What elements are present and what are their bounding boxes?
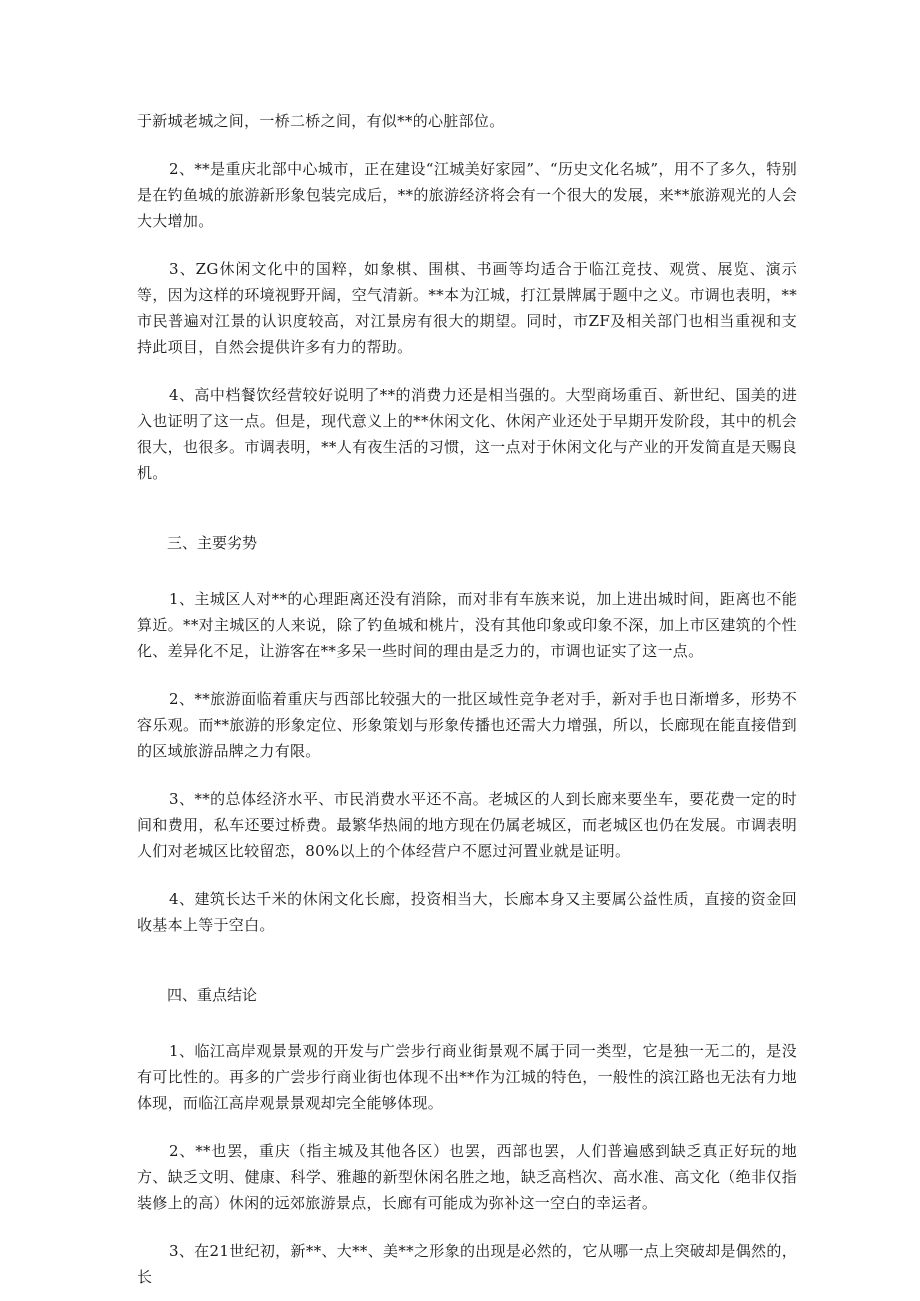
paragraph-strength-4: 4、高中档餐饮经营较好说明了**的消费力还是相当强的。大型商场重百、新世纪、国美的进入也证明了这一点。但是，现代意义上的**休闲文化、休闲产业还处于早期开发阶段，其中的机会很大，也很多。市调表明，**人有夜生活的习惯，这一点对于休闲文化与产业的开发简直是天赐良机。 (137, 386, 797, 482)
paragraph-strength-2: 2、**是重庆北部中心城市，正在建设“江城美好家园”、“历史文化名城”，用不了多久，特别是在钓鱼城的旅游新形象包装完成后，**的旅游经济将会有一个很大的发展，来**旅游观光的人会大大增加。 (137, 160, 797, 230)
section-heading-conclusions: 四、重点结论 (167, 986, 258, 1004)
paragraph-weakness-4: 4、建筑长达千米的休闲文化长廊，投资相当大，长廊本身又主要属公益性质，直接的资金回收基本上等于空白。 (137, 890, 797, 934)
paragraph-conclusion-2: 2、**也罢，重庆（指主城及其他各区）也罢，西部也罢，人们普遍感到缺乏真正好玩的地方、缺乏文明、健康、科学、雅趣的新型休闲名胜之地，缺乏高档次、高水准、高文化（绝非仅指装修上的高）休闲的远郊旅游景点，长廊有可能成为弥补这一空白的幸运者。 (137, 1142, 797, 1212)
paragraph-weakness-1: 1、主城区人对**的心理距离还没有消除，而对非有车族来说，加上进出城时间，距离也不能算近。**对主城区的人来说，除了钓鱼城和桃片，没有其他印象或印象不深，加上市区建筑的个性化、差异化不足，让游客在**多呆一些时间的理由是乏力的，市调也证实了这一点。 (137, 590, 797, 660)
document-page (137, 108, 797, 1290)
paragraph-conclusion-1: 1、临江高岸观景景观的开发与广尝步行商业街景观不属于同一类型，它是独一无二的，是没有可比性的。再多的广尝步行商业街也体现不出**作为江城的特色，一般性的滨江路也无法有力地体现，而临江高岸观景景观却完全能够体现。 (137, 1042, 797, 1112)
paragraph-conclusion-3: 3、在21世纪初，新**、大**、美**之形象的出现是必然的，它从哪一点上突破却是偶然的，长 (137, 1242, 797, 1286)
paragraph-weakness-2: 2、**旅游面临着重庆与西部比较强大的一批区域性竞争老对手，新对手也日渐增多，形势不容乐观。而**旅游的形象定位、形象策划与形象传播也还需大力增强，所以，长廊现在能直接借到的区域旅游品牌之力有限。 (137, 690, 797, 760)
paragraph-strength-3: 3、ZG休闲文化中的国粹，如象棋、围棋、书画等均适合于临江竞技、观赏、展览、演示等，因为这样的环境视野开阔，空气清新。**本为江城，打江景牌属于题中之义。市调也表明，**市民普遍对江景的认识度较高，对江景房有很大的期望。同时，市ZF及相关部门也相当重视和支持此项目，自然会提供许多有力的帮助。 (137, 260, 797, 356)
paragraph-continuation: 于新城老城之间，一桥二桥之间，有似**的心脏部位。 (137, 112, 505, 130)
section-heading-weaknesses: 三、主要劣势 (167, 534, 258, 552)
paragraph-weakness-3: 3、**的总体经济水平、市民消费水平还不高。老城区的人到长廊来要坐车，要花费一定的时间和费用，私车还要过桥费。最繁华热闹的地方现在仍属老城区，而老城区也仍在发展。市调表明人们对老城区比较留恋，80%以上的个体经营户不愿过河置业就是证明。 (137, 790, 797, 860)
